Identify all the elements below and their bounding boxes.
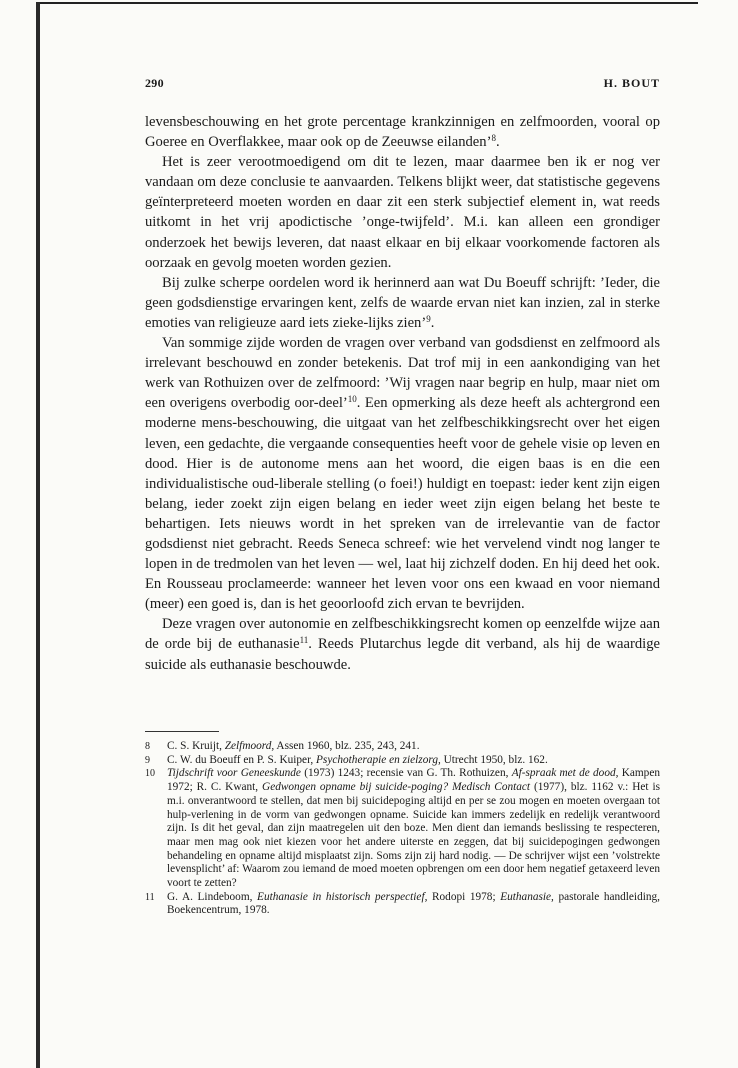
italic-text: Euthanasie in historisch perspectief, (257, 890, 428, 903)
paragraph (145, 112, 660, 152)
footnote (145, 740, 660, 754)
text-run: Van sommige zijde worden de vragen over verband van godsdienst en zelfmoord als irrelevant beschouwd en zonder betekenis. Dat trof mij in een aankondiging van het werk van Rothuizen over de zelfmoord: ’Wij vragen naar begrip en hulp, maar niet om een overigens overbodig oor-deel’ (145, 335, 660, 412)
running-author: H. BOUT (603, 76, 660, 90)
footnote-text (167, 767, 660, 889)
text-run: Rodopi 1978; (427, 890, 501, 903)
body-text (145, 112, 660, 675)
italic-text: Psychotherapie en zielzorg, (316, 753, 441, 766)
footnotes (145, 740, 660, 918)
text-run: Assen 1960, blz. 235, 243, 241. (274, 740, 420, 752)
footnote-text (167, 754, 548, 766)
footnote-ref: 10 (347, 394, 357, 405)
footnote-number: 11 (145, 891, 155, 903)
paragraph (145, 333, 660, 614)
text-run: (1977), blz. 1162 v.: Het is m.i. onverantwoord te stellen, dat men bij suicidepoging altijd en per se zou mogen en moeten overgaan tot hulp-verlening in de vorm van gedwongen opname. Suicide kan immers zedelijk en redelijk verantwoord zijn. Is dit het geval, dan zijn maatregelen uit den boze. Men dient dan iemands beslissing te respecteren, maar men mag ook niet kiezen voor het andere uiterste en zeggen, dat bij suicidepogingen gedwongen behandeling en opname altijd misplaatst zijn. Soms zijn zij hard nodig. — De schrijver wijst een ’volstrekte levensplicht’ af: Waarom zou iemand de moed moeten opbrengen om een door hem negatief getaxeerd leven voort te zetten? (167, 781, 660, 890)
italic-text: Af-spraak met de dood, (511, 767, 619, 780)
paragraph (145, 152, 660, 273)
footnote-ref: 8 (491, 133, 496, 144)
text-run: . (430, 314, 435, 331)
text-run: C. W. du Boeuff en P. S. Kuiper, (167, 753, 317, 766)
page-number: 290 (145, 76, 164, 90)
footnote-text (167, 891, 660, 917)
page-border-left (36, 2, 40, 1068)
text-run: Deze vragen over autonomie en zelfbeschikkingsrecht komen op eenzelfde wijze aan de orde bij de euthanasie (145, 616, 660, 653)
text-run: Bij zulke scherpe oordelen word ik herinnerd aan wat Du Boeuff schrijft: ’Ieder, die geen godsdienstige ervaringen kent, zelfs de waarde ervan niet kan inzien, zal in sterke emoties van religieuze aard iets zieke-lijks zien’ (145, 274, 660, 331)
text-run: pastorale handleiding, Boekencentrum, 1978. (167, 890, 660, 917)
text-run: . Reeds Plutarchus legde dit verband, als hij de waardige suicide als euthanasie beschouwde. (145, 636, 660, 673)
italic-text: Zelfmoord, (224, 740, 275, 752)
footnote-separator (145, 731, 219, 732)
footnote-number: 9 (145, 754, 150, 766)
text-run: . (495, 134, 500, 151)
paragraph (145, 273, 660, 333)
italic-text: Tijdschrift voor Geneeskunde (167, 767, 301, 780)
text-run: Utrecht 1950, blz. 162. (440, 753, 548, 766)
running-header (145, 76, 660, 94)
text-run: levensbeschouwing en het grote percentage krankzinnigen en zelfmoorden, vooral op Goeree en Overflakkee, maar ook op de Zeeuwse eilanden’ (145, 114, 660, 151)
footnote-number: 10 (145, 768, 155, 780)
footnote (145, 891, 660, 918)
footnote (145, 754, 660, 768)
text-run: Het is zeer verootmoedigend om dit te lezen, maar daarmee ben ik er nog ver vandaan om deze conclusie te aanvaarden. Telkens blijkt weer, dat statistische gegevens geïnterpreteerd moeten worden en daar zit een sterk subjectief element in, wat reeds uitkomt in het vrij apodictische ’onge-twijfeld’. M.i. kan alleen een grondiger onderzoek het bewijs leveren, dat naast elkaar en bij elkaar voorkomende factoren als oorzaak en gevolg moeten worden gezien. (145, 154, 660, 271)
footnote-number: 8 (145, 741, 150, 752)
paragraph (145, 614, 660, 674)
page-border-top (36, 2, 698, 4)
text-run: . Een opmerking als deze heeft als achtergrond een moderne mens-beschouwing, die uitgaat van het zelfbeschikkingsrecht over het eigen leven, een gedachte, die vergaande consequenties heeft voor de gehele visie op leven en dood. Hier is de autonome mens aan het woord, die eigen baas is en die een individualistische oud-liberale stelling (o foei!) huldigt en toepast: ieder kent zijn eigen belang, ieder zoekt zijn eigen belang en ieder weet zijn eigen belang het beste te behartigen. Iets nieuws wordt in het spreken van de irrelevantie van de factor godsdienst niet gebracht. Reeds Seneca schreef: wie het vervelend vindt nog langer te lopen in de tredmolen van het leven — wel, laat hij zichzelf doden. En hij deed het ook. En Rousseau proclameerde: wanneer het leven voor ons een kwaad en voor niemand (meer) een goed is, dan is het geoorloofd zich ervan te bevrijden. (145, 395, 661, 613)
text-run: Kampen 1972; R. C. Kwant, (167, 767, 660, 794)
text-run: (1973) 1243; recensie van G. Th. Rothuizen, (300, 767, 512, 780)
footnote-text (167, 740, 420, 752)
italic-text: Euthanasie, (500, 890, 554, 903)
footnote (145, 767, 660, 890)
text-run: G. A. Lindeboom, (167, 890, 258, 903)
italic-text: Gedwongen opname bij suicide-poging? Medisch Contact (262, 781, 531, 794)
footnote-ref: 9 (426, 313, 431, 324)
footnote-ref: 11 (299, 635, 309, 646)
text-run: C. S. Kruijt, (167, 740, 225, 752)
